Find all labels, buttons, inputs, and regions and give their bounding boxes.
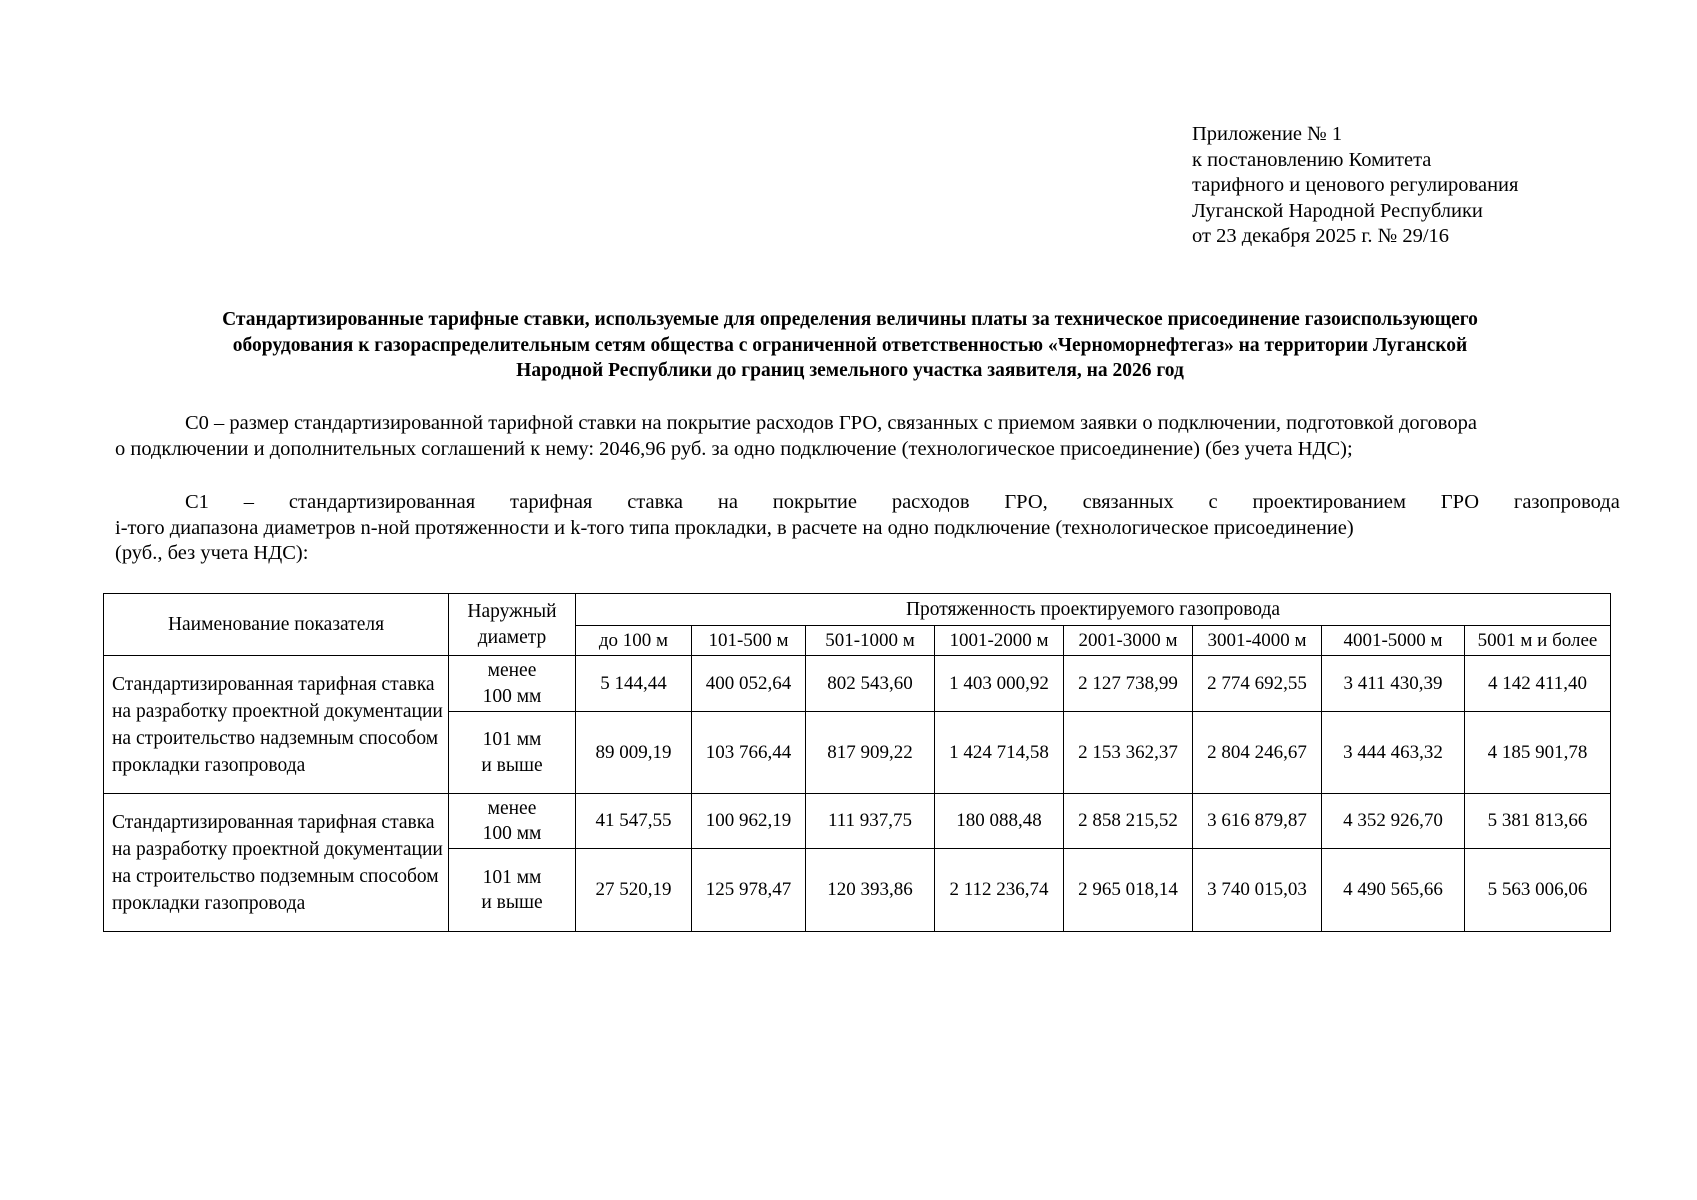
document-title bbox=[130, 307, 1570, 384]
value-cell: 3 616 879,87 bbox=[1193, 794, 1322, 849]
c1-word: ставка bbox=[627, 491, 684, 513]
header-range: 3001-4000 м bbox=[1193, 626, 1322, 656]
tariff-table bbox=[103, 593, 1611, 932]
value-cell: 4 142 411,40 bbox=[1465, 656, 1611, 712]
header-range: 2001-3000 м bbox=[1064, 626, 1193, 656]
header-range: 101-500 м bbox=[692, 626, 806, 656]
diameter-line: и выше bbox=[481, 892, 543, 913]
diameter-line: 101 мм bbox=[482, 866, 542, 888]
c1-word: – bbox=[243, 491, 255, 513]
header-range: до 100 м bbox=[576, 626, 692, 656]
value-cell: 5 563 006,06 bbox=[1465, 849, 1611, 932]
value-cell: 802 543,60 bbox=[806, 656, 935, 712]
header-name: Наименование показателя bbox=[104, 594, 449, 656]
c1-paragraph bbox=[115, 490, 1620, 567]
value-cell: 111 937,75 bbox=[806, 794, 935, 849]
value-cell: 4 185 901,78 bbox=[1465, 712, 1611, 794]
value-cell: 2 112 236,74 bbox=[935, 849, 1064, 932]
value-cell: 2 965 018,14 bbox=[1064, 849, 1193, 932]
value-cell: 5 381 813,66 bbox=[1465, 794, 1611, 849]
c1-word: ГРО, bbox=[1004, 491, 1048, 513]
value-cell: 120 393,86 bbox=[806, 849, 935, 932]
c1-word: расходов bbox=[891, 491, 970, 513]
value-cell: 2 153 362,37 bbox=[1064, 712, 1193, 794]
value-cell: 3 411 430,39 bbox=[1322, 656, 1465, 712]
header-range: 4001-5000 м bbox=[1322, 626, 1465, 656]
value-cell: 1 424 714,58 bbox=[935, 712, 1064, 794]
c0-line: С0 – размер стандартизированной тарифной ставки на покрытие расходов ГРО, связанных с приемом заявки о подключении, подготовкой договора bbox=[185, 412, 1477, 434]
value-cell: 27 520,19 bbox=[576, 849, 692, 932]
diameter-line: 101 мм bbox=[482, 729, 542, 750]
diameter-cell bbox=[449, 794, 576, 849]
value-cell: 2 804 246,67 bbox=[1193, 712, 1322, 794]
c0-line: о подключении и дополнительных соглашений к нему: 2046,96 руб. за одно подключение (технологическое присоединение) (без учета НДС); bbox=[115, 437, 1353, 460]
header-diameter-line: диаметр bbox=[477, 626, 547, 648]
header-length: Протяженность проектируемого газопровода bbox=[576, 594, 1611, 626]
value-cell: 2 127 738,99 bbox=[1064, 656, 1193, 712]
annex-line: к постановлению Комитета bbox=[1192, 148, 1432, 171]
header-diameter bbox=[449, 594, 576, 656]
table-row bbox=[104, 656, 1611, 712]
c1-justified-line bbox=[115, 490, 1620, 516]
diameter-line: 100 мм bbox=[482, 685, 542, 707]
header-range: 501-1000 м bbox=[806, 626, 935, 656]
indicator-name: Стандартизированная тарифная ставка на разработку проектной документации на строительство подземным способом прокладки газопровода bbox=[104, 794, 449, 932]
value-cell: 817 909,22 bbox=[806, 712, 935, 794]
c1-word: проектированием bbox=[1252, 491, 1406, 513]
value-cell: 41 547,55 bbox=[576, 794, 692, 849]
value-cell: 5 144,44 bbox=[576, 656, 692, 712]
value-cell: 3 444 463,32 bbox=[1322, 712, 1465, 794]
annex-line: Луганской Народной Республики bbox=[1192, 199, 1483, 222]
c1-word: С1 bbox=[185, 491, 209, 513]
diameter-cell bbox=[449, 656, 576, 712]
diameter-cell bbox=[449, 849, 576, 932]
header-range: 1001-2000 м bbox=[935, 626, 1064, 656]
diameter-line: менее bbox=[487, 797, 537, 819]
c1-word: газопровода bbox=[1513, 491, 1620, 513]
c1-line: i-того диапазона диаметров n-ной протяженности и k-того типа прокладки, в расчете на одно подключение (технологическое присоединение) bbox=[115, 516, 1354, 539]
value-cell: 100 962,19 bbox=[692, 794, 806, 849]
c1-word: ГРО bbox=[1440, 491, 1480, 513]
title-line: Стандартизированные тарифные ставки, используемые для определения величины платы за техническое присоединение газоиспользующего bbox=[222, 309, 1478, 330]
value-cell: 103 766,44 bbox=[692, 712, 806, 794]
value-cell: 125 978,47 bbox=[692, 849, 806, 932]
value-cell: 400 052,64 bbox=[692, 656, 806, 712]
value-cell: 3 740 015,03 bbox=[1193, 849, 1322, 932]
value-cell: 2 858 215,52 bbox=[1064, 794, 1193, 849]
value-cell: 1 403 000,92 bbox=[935, 656, 1064, 712]
title-line: оборудования к газораспределительным сетям общества с ограниченной ответственностью «Черноморнефтегаз» на территории Луганской bbox=[232, 334, 1468, 356]
diameter-cell bbox=[449, 712, 576, 794]
table-row bbox=[104, 794, 1611, 849]
annex-line: тарифного и ценового регулирования bbox=[1192, 174, 1519, 196]
c1-word: на bbox=[717, 491, 738, 513]
c1-word: с bbox=[1208, 491, 1218, 513]
c1-word: тарифная bbox=[510, 491, 593, 513]
indicator-name: Стандартизированная тарифная ставка на разработку проектной документации на строительство надземным способом прокладки газопровода bbox=[104, 656, 449, 794]
annex-line: Приложение № 1 bbox=[1192, 123, 1343, 145]
c1-word: связанных bbox=[1082, 491, 1174, 513]
c1-word: стандартизированная bbox=[288, 491, 476, 513]
c1-word: покрытие bbox=[772, 491, 857, 513]
diameter-line: менее bbox=[487, 660, 537, 681]
header-range: 5001 м и более bbox=[1465, 626, 1611, 656]
table-header-row bbox=[104, 594, 1611, 626]
annex-header bbox=[1192, 122, 1518, 250]
c0-paragraph bbox=[115, 411, 1620, 462]
value-cell: 89 009,19 bbox=[576, 712, 692, 794]
annex-line: от 23 декабря 2025 г. № 29/16 bbox=[1192, 225, 1450, 247]
diameter-line: 100 мм bbox=[482, 823, 542, 844]
header-diameter-line: Наружный bbox=[467, 601, 557, 622]
title-line: Народной Республики до границ земельного участка заявителя, на 2026 год bbox=[516, 360, 1184, 381]
c1-line: (руб., без учета НДС): bbox=[115, 542, 309, 564]
value-cell: 180 088,48 bbox=[935, 794, 1064, 849]
value-cell: 4 352 926,70 bbox=[1322, 794, 1465, 849]
value-cell: 2 774 692,55 bbox=[1193, 656, 1322, 712]
diameter-line: и выше bbox=[481, 754, 543, 776]
value-cell: 4 490 565,66 bbox=[1322, 849, 1465, 932]
